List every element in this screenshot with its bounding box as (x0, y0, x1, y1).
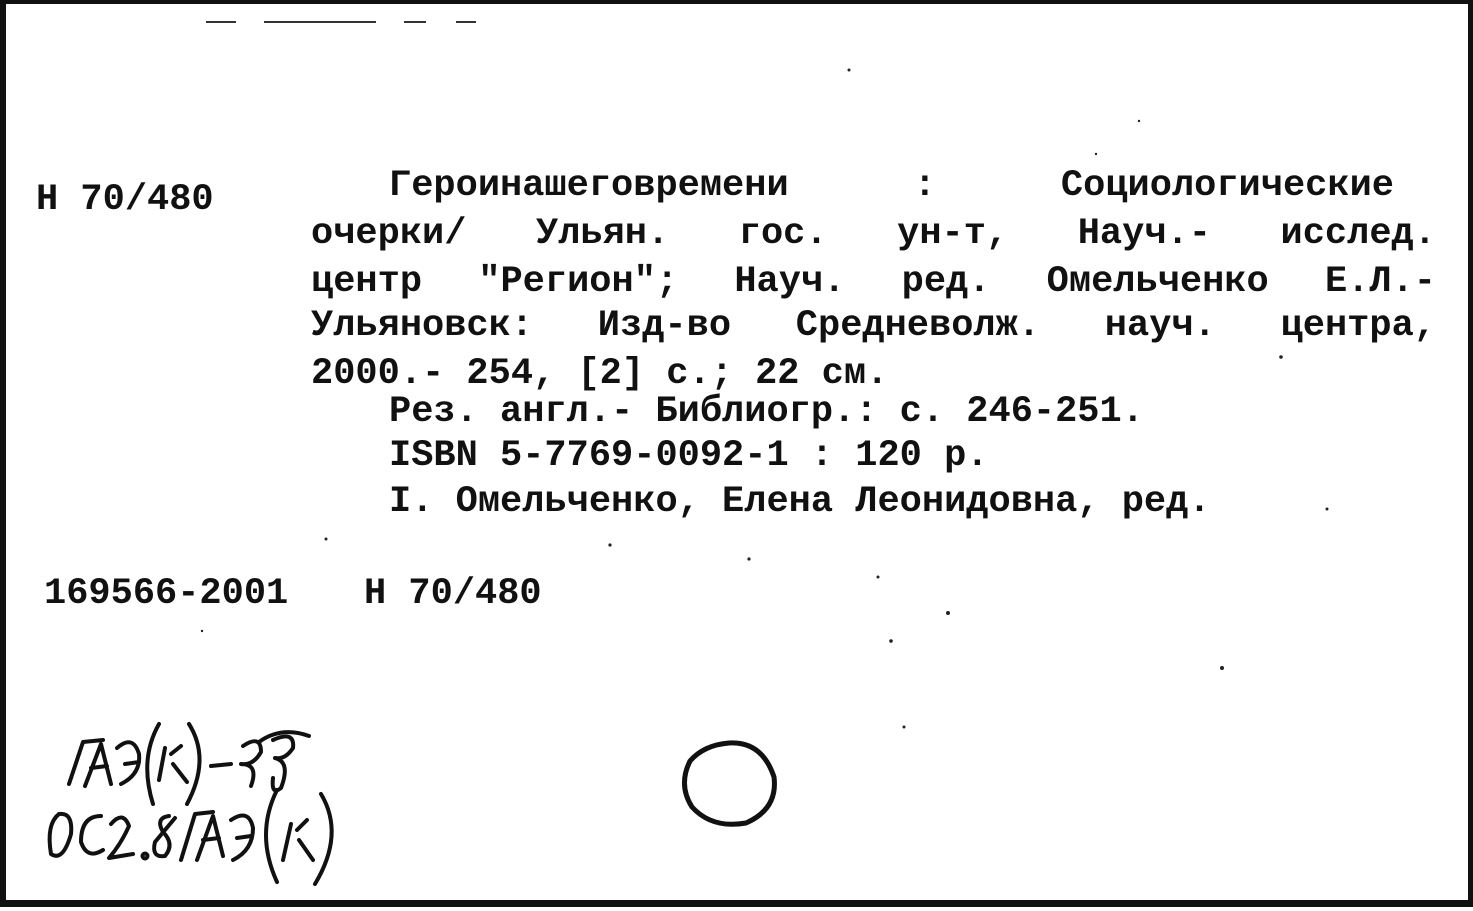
line2-word: Ульян. (535, 213, 670, 255)
line3-word: Е.Л.- (1324, 261, 1436, 303)
line3-word: "Регион"; (478, 261, 679, 303)
title-line (389, 164, 1394, 208)
line2-word: ун-т, (897, 213, 1009, 255)
shelfmark-top: Н 70/480 (36, 179, 214, 221)
line4-word: центра, (1280, 305, 1436, 347)
description-line-5: 2000.- 254, [2] с.; 22 см. (311, 353, 889, 395)
line4-word: Ульяновск: (311, 305, 534, 347)
circle-stamp (674, 737, 784, 832)
line3-word: Науч. (734, 261, 846, 303)
description-line-4 (311, 304, 1436, 348)
notes-line: Рез. англ.- Библиогр.: с. 246-251. (389, 391, 1144, 433)
added-entry-line: I. Омельченко, Елена Леонидовна, ред. (389, 481, 1211, 523)
line3-word: Омельченко (1046, 261, 1269, 303)
subtitle-word: Социологические (1060, 165, 1394, 207)
title-separator: : (913, 165, 936, 207)
description-line-3 (311, 260, 1436, 304)
line2-word: Науч.- (1077, 213, 1211, 255)
shelfmark-bottom: Н 70/480 (364, 573, 542, 615)
line2-word: гос. (738, 213, 828, 255)
line3-word: центр (311, 261, 423, 303)
line4-word: Изд-во (597, 305, 732, 347)
line2-word: очерки/ (311, 213, 467, 255)
title-word: Героинашеговремени (389, 165, 789, 207)
handwritten-classification (41, 704, 441, 894)
isbn-line: ISBN 5-7769-0092-1 : 120 р. (389, 435, 989, 477)
inventory-number: 169566-2001 (44, 573, 289, 615)
line4-word: Средневолж. (795, 305, 1041, 347)
line3-word: ред. (901, 261, 991, 303)
description-line-2 (311, 212, 1436, 256)
line4-word: науч. (1104, 305, 1216, 347)
line2-word: исслед. (1280, 213, 1436, 255)
